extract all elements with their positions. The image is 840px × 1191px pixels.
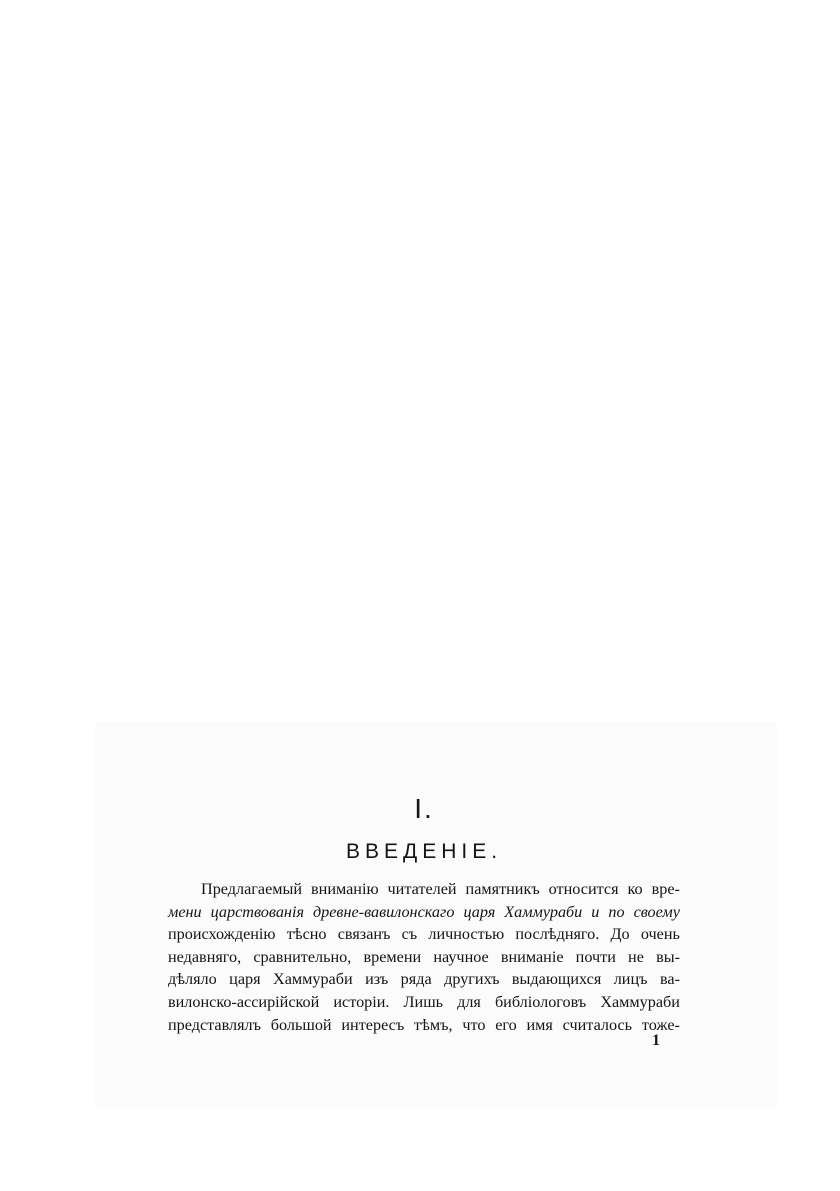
chapter-title: ВВЕДЕНІЕ. [345, 840, 503, 863]
text-line: представлялъ большой интересъ тѣмъ, что его имя считалось тоже- [168, 1015, 680, 1034]
chapter-number: I. [414, 793, 434, 824]
body-paragraph [168, 878, 680, 1036]
text-line: происхожденію тѣсно связанъ съ личностью послѣдняго. До очень [168, 925, 680, 944]
text-line: Предлагаемый вниманію читателей памятникъ относится ко вре- [201, 880, 680, 898]
text-line: недавняго, сравнительно, времени научное вниманіе почти не вы- [168, 947, 680, 966]
text-line: вилонско-ассирійской исторіи. Лишь для библіологовъ Хаммураби [168, 992, 680, 1011]
page-number: 1 [652, 1032, 660, 1049]
text-line: мени царствованія древне-вавилонскаго царя Хаммураби и по своему [168, 902, 680, 921]
text-line: дѣляло царя Хаммураби изъ ряда другихъ выдающихся лицъ ва- [168, 970, 680, 989]
